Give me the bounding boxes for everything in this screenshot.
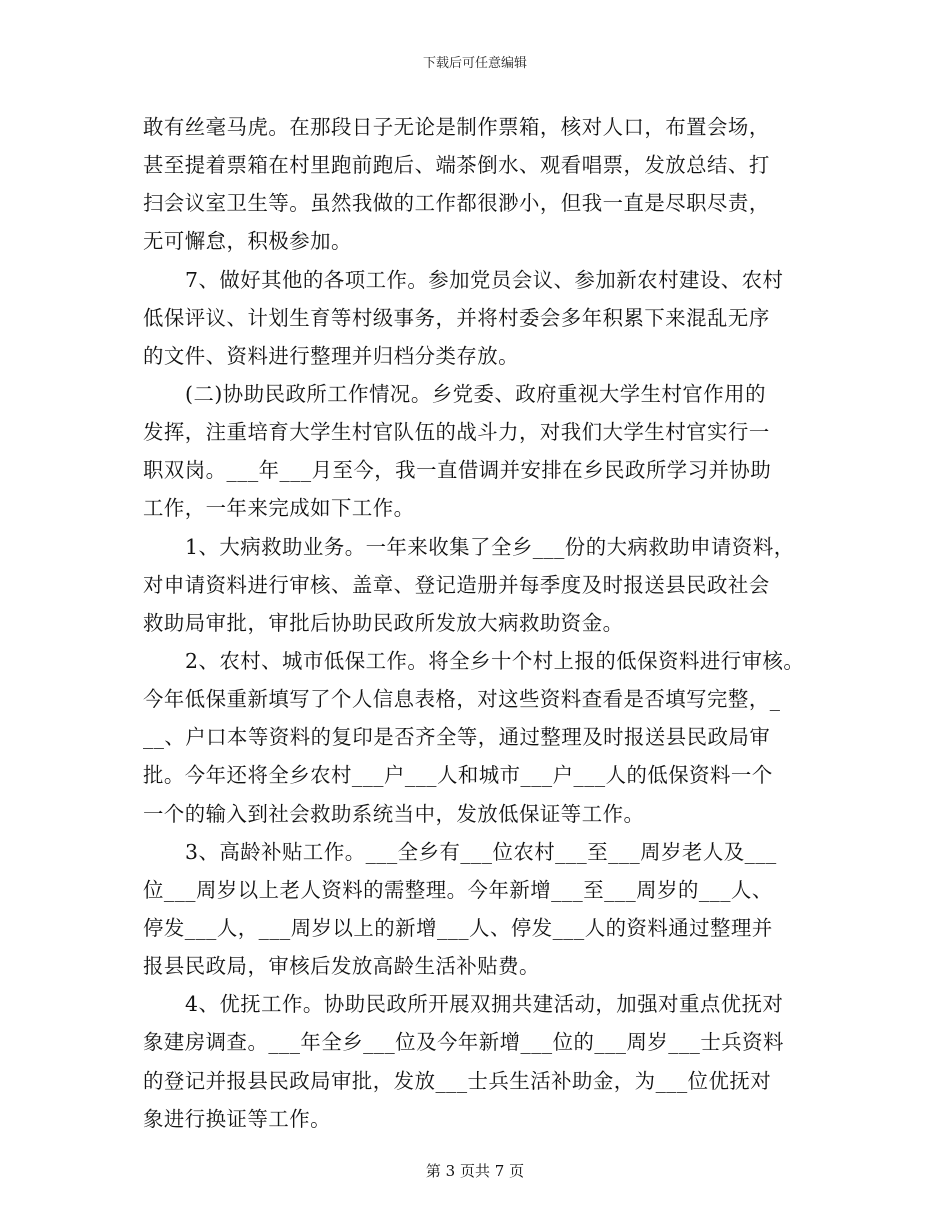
text-line: 4、优抚工作。协助民政所开展双拥共建活动，加强对重点优抚对 [185, 992, 784, 1017]
text-line: 对申请资料进行审核、盖章、登记造册并每季度及时报送县民政社会 [143, 572, 770, 597]
text-line: 位___周岁以上老人资料的需整理。今年新增___至___周岁的___人、 [143, 877, 773, 902]
text-line: 报县民政局，审核后发放高龄生活补贴费。 [143, 954, 540, 979]
text-line: 甚至提着票箱在村里跑前跑后、端茶倒水、观看唱票，发放总结、打 [143, 153, 770, 178]
text-line: 无可懈怠，积极参加。 [143, 229, 352, 254]
text-line: 低保评议、计划生育等村级事务，并将村委会多年积累下来混乱无序 [143, 305, 770, 330]
text-line: 一个的输入到社会救助系统当中，发放低保证等工作。 [143, 801, 645, 826]
text-line: 发挥，注重培育大学生村官队伍的战斗力，对我们大学生村官实行一 [143, 420, 770, 445]
text-line: 扫会议室卫生等。虽然我做的工作都很渺小，但我一直是尽职尽责， [143, 191, 770, 216]
text-line: 7、做好其他的各项工作。参加党员会议、参加新农村建设、农村 [185, 267, 784, 292]
text-line: 象建房调查。___年全乡___位及今年新增___位的___周岁___士兵资料 [143, 1030, 784, 1055]
text-line: 的登记并报县民政局审批，发放___士兵生活补助金，为___位优抚对 [143, 1068, 772, 1093]
text-line: 敢有丝毫马虎。在那段日子无论是制作票箱，核对人口，布置会场， [143, 115, 770, 139]
text-line: __、户口本等资料的复印是否齐全等，通过整理及时报送县民政局审 [143, 725, 771, 750]
text-line: 工作，一年来完成如下工作。 [143, 496, 415, 521]
text-line: 3、高龄补贴工作。___全乡有___位农村___至___周岁老人及___ [185, 839, 777, 864]
text-line: 停发___人，___周岁以上的新增___人、停发___人的资料通过整理并 [143, 915, 773, 940]
document-body [143, 108, 815, 1138]
text-line: 职双岗。___年___月至今，我一直借调并安排在乡民政所学习并协助 [143, 458, 772, 483]
text-line: 1、大病救助业务。一年来收集了全乡___份的大病救助申请资料， [185, 534, 795, 559]
text-line: 今年低保重新填写了个人信息表格，对这些资料查看是否填写完整，_ [143, 687, 781, 712]
text-line: 2、农村、城市低保工作。将全乡十个村上报的低保资料进行审核。 [185, 648, 805, 673]
text-line: 象进行换证等工作。 [143, 1106, 332, 1131]
text-line: 的文件、资料进行整理并归档分类存放。 [143, 343, 520, 368]
text-line: 救助局审批，审批后协助民政所发放大病救助资金。 [143, 610, 624, 635]
page-header: 下载后可任意编辑 [422, 56, 527, 71]
text-line: 批。今年还将全乡农村___户___人和城市___户___人的低保资料一个 [143, 763, 773, 788]
page-footer: 第 3 页共 7 页 [425, 1162, 525, 1180]
text-line: (二)协助民政所工作情况。乡党委、政府重视大学生村官作用的 [185, 381, 766, 406]
